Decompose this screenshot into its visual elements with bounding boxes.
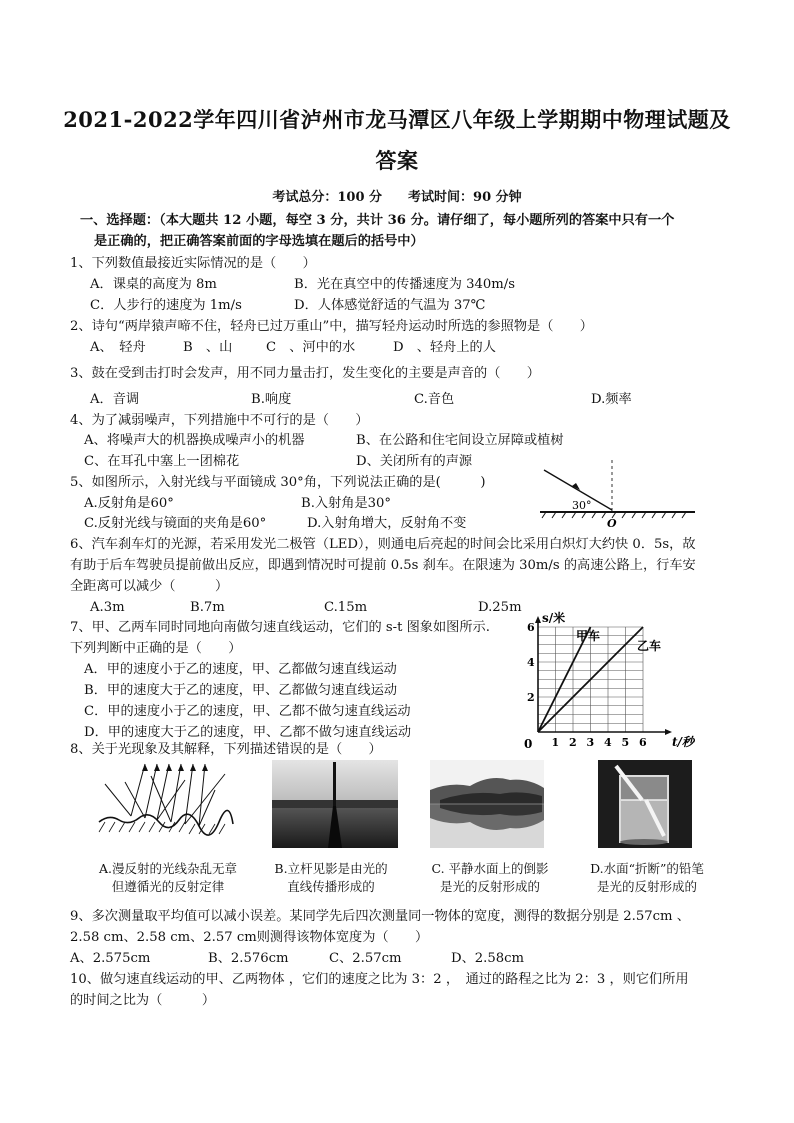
q4-option-a: A、将噪声大的机器换成噪声小的机器 (84, 433, 305, 448)
q7-line1: 7、甲、乙两车同时同地向南做匀速直线运动，它们的 s-t 图象如图所示. (70, 620, 490, 635)
q2-option-b: B 、山 (183, 340, 233, 355)
page-title-line2: 答案 (375, 148, 419, 173)
q7-option-c: C．甲的速度小于乙的速度，甲、乙都不做匀速直线运动 (84, 704, 411, 719)
q7-option-a: A．甲的速度小于乙的速度，甲、乙都做匀速直线运动 (84, 662, 397, 677)
q8-caption-d-line1: D.水面“折断”的铅笔 (590, 861, 704, 876)
q10-line2: 的时间之比为（ ） (70, 993, 216, 1008)
y-tick-label: 6 (527, 621, 535, 634)
y-tick-label: 2 (527, 691, 535, 704)
x-tick-label: 0 (524, 737, 533, 751)
q7-st-chart (520, 608, 694, 751)
q7-line2: 下列判断中正确的是（ ） (70, 641, 242, 656)
q8-figure-c-water-reflection (430, 760, 544, 848)
x-tick-label: 5 (621, 736, 630, 749)
series-label-jia: 甲车 (576, 629, 601, 643)
q2-option-d: D 、轻舟上的人 (393, 340, 496, 355)
q8-caption-b-line1: B.立杆见影是由光的 (274, 861, 388, 876)
x-tick-label: 6 (639, 736, 647, 749)
section-heading: 一、选择题：（本大题共 12 小题，每空 3 分，共计 36 分。请仔细了，每小题所列的答案中只有一个 (80, 213, 675, 228)
q9-line2: 2.58 cm、2.58 cm、2.57 cm则测得该物体宽度为（ ） (70, 930, 429, 945)
x-tick-label: 1 (551, 736, 560, 749)
q5-mirror-figure (540, 452, 700, 530)
q9-option-d: D、2.58cm (451, 951, 525, 966)
q6-line2: 有助于后车驾驶员提前做出反应，即遇到情况时可提前 0.5s 刹车。在限速为 30m/s 的高速公路上，行车安 (70, 558, 696, 573)
exam-meta: 考试总分：100 分 考试时间：90 分钟 (272, 190, 522, 205)
q5-option-a: A.反射角是60° (84, 496, 174, 511)
q8-caption-a-line2: 但遵循光的反射定律 (111, 879, 225, 894)
q1-option-a: A．课桌的高度为 8m (90, 277, 217, 292)
q5-option-b: B.入射角是30° (301, 496, 392, 511)
q9-line1: 9、多次测量取平均值可以减小误差。某同学先后四次测量同一物体的宽度，测得的数据分别是 2.57cm 、 (70, 909, 690, 924)
chart-xlabel: t/秒 (672, 735, 694, 749)
q6-line1: 6、汽车刹车灯的光源，若采用发光二极管（LED），则通电后亮起的时间会比采用白炽灯大约快 0．5s，故 (70, 537, 696, 552)
x-tick-label: 3 (586, 736, 595, 749)
q4-stem: 4、为了减弱噪声，下列措施中不可行的是（ ） (70, 413, 369, 428)
q8-figure-d-pencil-in-water (598, 760, 692, 848)
section-heading-2: 是正确的，把正确答案前面的字母选填在题后的括号中） (94, 234, 424, 249)
q2-option-c: C 、河中的水 (266, 340, 356, 355)
q4-option-c: C、在耳孔中塞上一团棉花 (84, 454, 240, 469)
q6-option-b: B.7m (190, 600, 225, 615)
q3-option-b: B.响度 (251, 392, 292, 407)
q6-option-a: A.3m (90, 600, 125, 615)
q4-option-b: B、在公路和住宅间设立屏障或植树 (356, 433, 564, 448)
q9-option-c: C、2.57cm (329, 951, 402, 966)
q6-option-c: C.15m (324, 600, 368, 615)
q9-option-a: A、2.575cm (70, 951, 151, 966)
q1-option-d: D．人体感觉舒适的气温为 37℃ (294, 298, 486, 313)
x-tick-label: 4 (604, 736, 612, 749)
q8-caption-a-line1: A.漫反射的光线杂乱无章 (98, 861, 237, 876)
q5-angle-label: 30° (572, 499, 592, 512)
series-label-yi: 乙车 (637, 639, 662, 653)
q6-line3: 全距离可以减少（ ） (70, 579, 229, 594)
q10-line1: 10、做匀速直线运动的甲、乙两物体 ，它们的速度之比为 3：2 ， 通过的路程之比为 2：3 ，则它们所用 (70, 972, 689, 987)
q2-stem: 2、诗句“两岸猿声啼不住，轻舟已过万重山”中，描写轻舟运动时所选的参照物是（ ） (70, 319, 593, 334)
q9-option-b: B、2.576cm (208, 951, 289, 966)
q8-figure-a-diffuse-reflection (95, 760, 235, 848)
q1-stem: 1、下列数值最接近实际情况的是（ ） (70, 256, 316, 271)
q8-caption-c-line2: 是光的反射形成的 (439, 879, 540, 894)
page-title: 2021-2022学年四川省泸州市龙马潭区八年级上学期期中物理试题及 (63, 107, 731, 132)
q6-option-d: D.25m (478, 600, 522, 615)
q7-option-d: D．甲的速度大于乙的速度，甲、乙都不做匀速直线运动 (84, 725, 412, 740)
q8-caption-b-line2: 直线传播形成的 (287, 879, 375, 894)
y-tick-label: 4 (527, 656, 535, 669)
q5-point-o: O (607, 517, 617, 530)
q7-option-b: B．甲的速度大于乙的速度，甲、乙都做匀速直线运动 (84, 683, 398, 698)
q5-option-d: D.入射角增大，反射角不变 (307, 516, 467, 531)
q3-stem: 3、鼓在受到击打时会发声，用不同力量击打，发生变化的主要是声音的（ ） (70, 366, 540, 381)
q8-figure-b-pole-shadow (272, 760, 398, 848)
q3-option-d: D.频率 (591, 392, 632, 407)
q5-option-c: C.反射光线与镜面的夹角是60° (84, 516, 267, 531)
x-tick-label: 2 (569, 736, 577, 749)
q3-option-a: A．音调 (90, 392, 140, 407)
q1-option-c: C．人步行的速度为 1m/s (90, 298, 242, 313)
q8-caption-d-line2: 是光的反射形成的 (596, 879, 697, 894)
q1-option-b: B．光在真空中的传播速度为 340m/s (294, 277, 516, 292)
q8-stem: 8、关于光现象及其解释，下列描述错误的是（ ） (70, 742, 382, 757)
q3-option-c: C.音色 (414, 392, 455, 407)
q4-option-d: D、关闭所有的声源 (356, 454, 473, 469)
q5-stem: 5、如图所示，入射光线与平面镜成 30°角，下列说法正确的是( ) (70, 475, 486, 490)
q8-caption-c-line1: C. 平静水面上的倒影 (431, 861, 549, 876)
q2-option-a: A、 轻舟 (90, 340, 146, 355)
chart-ylabel: s/米 (542, 611, 566, 625)
